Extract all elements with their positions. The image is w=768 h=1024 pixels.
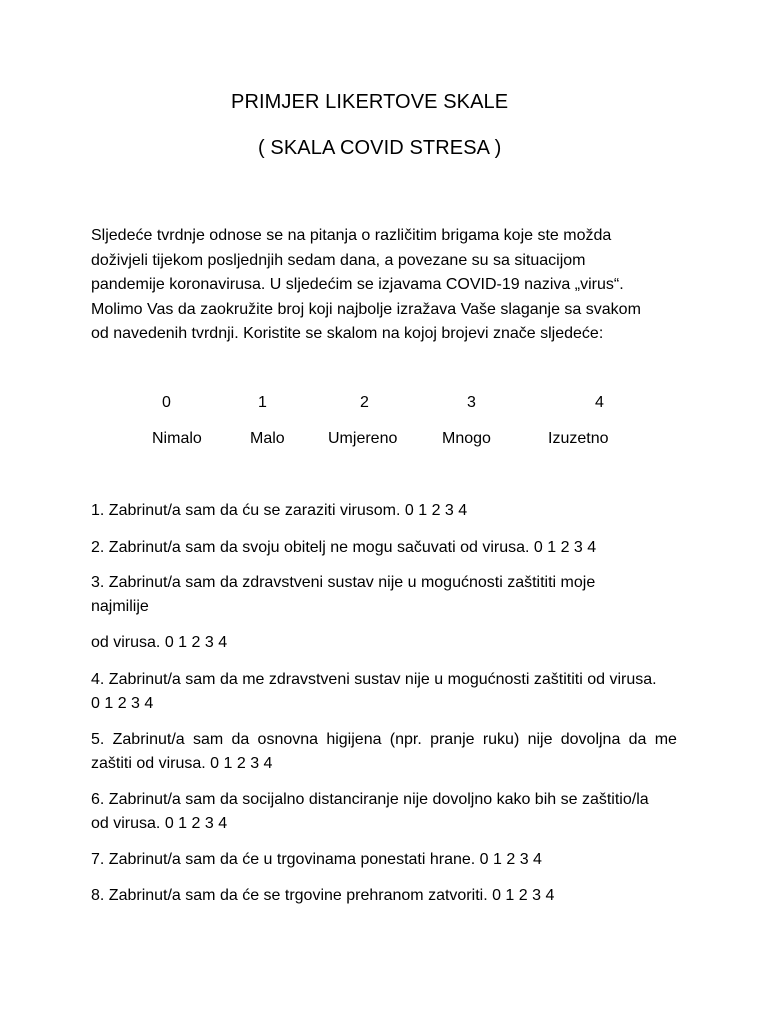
statement-5-line-2: zaštiti od virusa. 0 1 2 3 4 — [91, 755, 273, 772]
statement-5-word: da — [628, 731, 647, 748]
statement-4-line-2: 0 1 2 3 4 — [91, 695, 154, 712]
scale-number: 0 — [162, 394, 171, 411]
intro-line: doživjeli tijekom posljednjih sedam dana, a povezane su sa situacijom — [91, 251, 586, 269]
scale-label: Nimalo — [152, 430, 202, 447]
statement-6-line-1: 6. Zabrinut/a sam da socijalno distanciranje nije dovoljno kako bih se zaštitio/la — [91, 791, 649, 808]
statement-3-line-2: najmilije — [91, 598, 149, 615]
statement-8: 8. Zabrinut/a sam da će se trgovine prehranom zatvoriti. 0 1 2 3 4 — [91, 887, 555, 904]
statement-7: 7. Zabrinut/a sam da će u trgovinama ponestati hrane. 0 1 2 3 4 — [91, 851, 542, 868]
statement-5-word: me — [654, 731, 677, 748]
statement-5-word: da — [231, 731, 250, 748]
scale-number: 3 — [467, 394, 476, 411]
scale-label: Izuzetno — [548, 430, 609, 447]
statement-1: 1. Zabrinut/a sam da ću se zaraziti virusom. 0 1 2 3 4 — [91, 502, 468, 519]
statement-5-word: dovoljna — [560, 731, 621, 748]
statement-5-word: nije — [527, 731, 553, 748]
statement-5-word: higijena — [326, 731, 382, 748]
scale-number: 1 — [258, 394, 267, 411]
statement-6-line-2: od virusa. 0 1 2 3 4 — [91, 815, 228, 832]
statement-5-word: sam — [192, 731, 224, 748]
scale-number: 2 — [360, 394, 369, 411]
scale-label: Mnogo — [442, 430, 491, 447]
scale-label: Malo — [250, 430, 285, 447]
statement-5-word: 5. — [91, 731, 105, 748]
intro-line: Molimo Vas da zaokružite broj koji najbolje izražava Vaše slaganje sa svakom — [91, 300, 641, 318]
intro-line: pandemije koronavirusa. U sljedećim se izjavama COVID-19 naziva „virus“. — [91, 276, 624, 293]
statement-2: 2. Zabrinut/a sam da svoju obitelj ne mogu sačuvati od virusa. 0 1 2 3 4 — [91, 539, 597, 556]
scale-label: Umjereno — [328, 430, 398, 447]
intro-paragraph — [91, 224, 691, 347]
statement-3-line-3: od virusa. 0 1 2 3 4 — [91, 634, 228, 651]
statement-5-word: osnovna — [257, 731, 319, 748]
statement-5-word: Zabrinut/a — [112, 731, 185, 748]
statement-4-line-1: 4. Zabrinut/a sam da me zdravstveni sustav nije u mogućnosti zaštititi od virusa. — [91, 671, 657, 688]
statement-5-word: ruku) — [482, 731, 520, 748]
statement-5-word: pranje — [430, 731, 475, 748]
intro-line: Sljedeće tvrdnje odnose se na pitanja o različitim brigama koje ste možda — [91, 227, 612, 244]
intro-line: od navedenih tvrdnji. Koristite se skalom na kojoj brojevi znače sljedeće: — [91, 325, 604, 342]
document-title: PRIMJER LIKERTOVE SKALE — [231, 91, 509, 113]
document-subtitle: ( SKALA COVID STRESA ) — [258, 137, 502, 159]
statement-5-word: (npr. — [389, 731, 422, 748]
statement-3-line-1: 3. Zabrinut/a sam da zdravstveni sustav nije u mogućnosti zaštititi moje — [91, 574, 596, 591]
scale-number: 4 — [595, 394, 604, 411]
statement-5-line-1 — [91, 728, 677, 753]
